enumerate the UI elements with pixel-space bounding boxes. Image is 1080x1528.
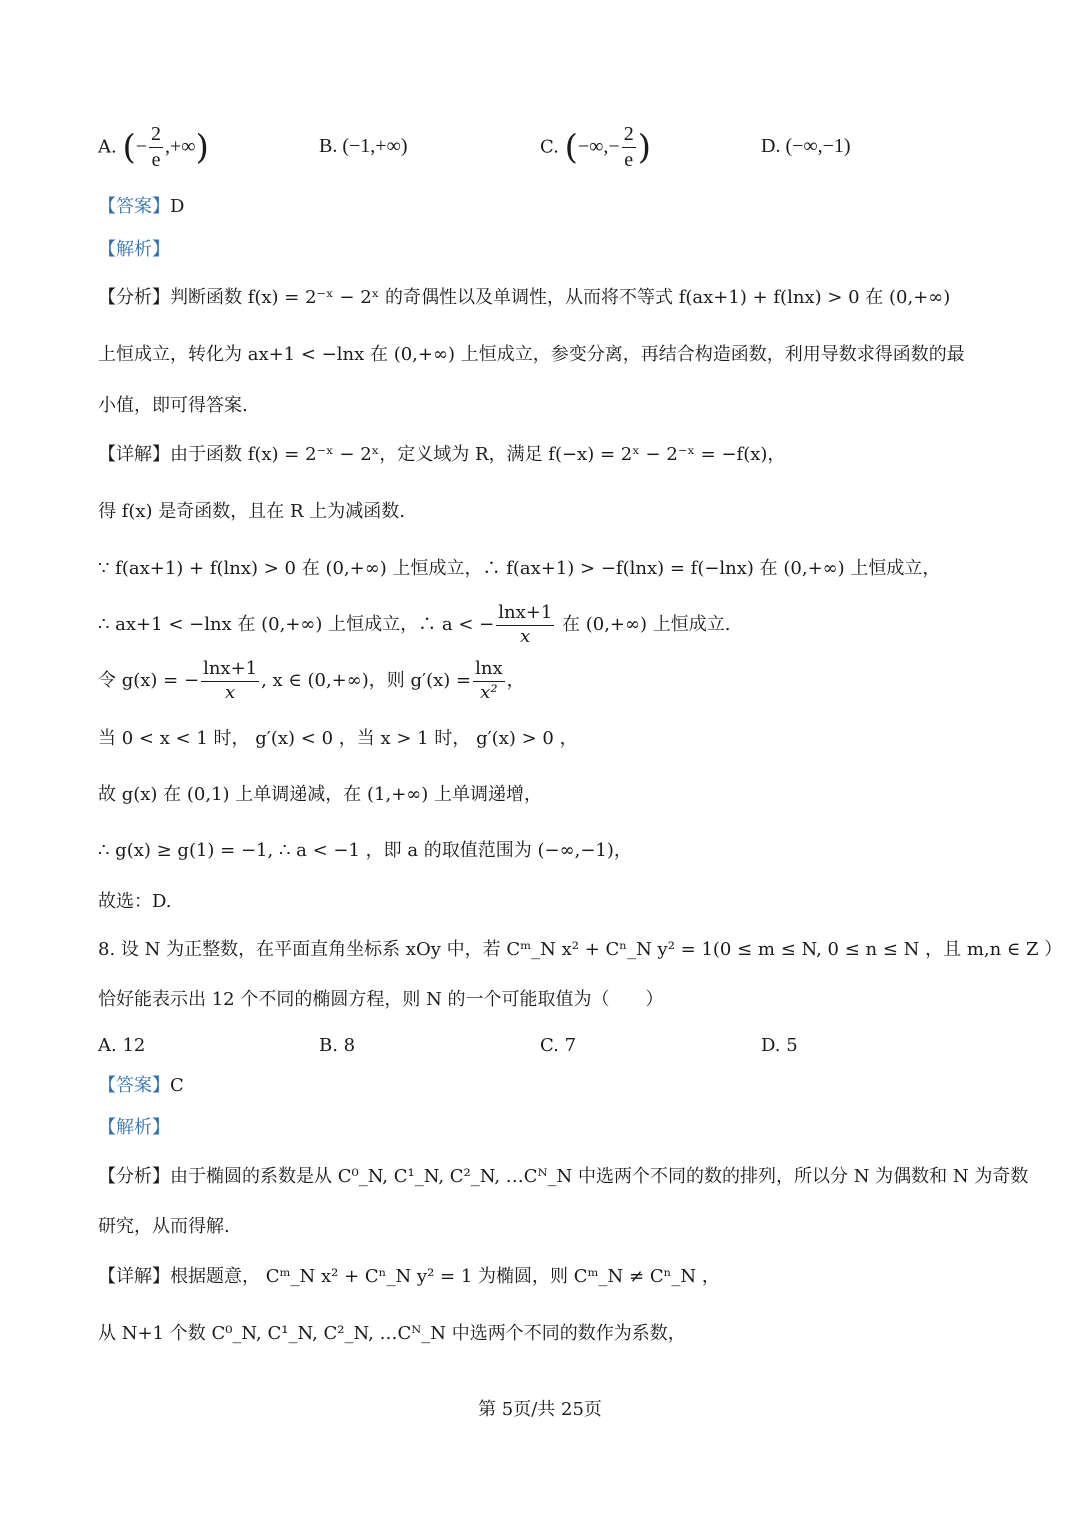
fraction [622, 122, 636, 173]
analysis-tag: 【分析】 [98, 287, 170, 308]
q7-detail-line6: 当 0 < x < 1 时， g′(x) < 0 ，当 x > 1 时， g′(x) > 0 ， [98, 728, 578, 749]
q7-detail-line4 [98, 602, 730, 648]
q7-option-c [540, 122, 651, 173]
q7-detail-line9: 故选：D. [98, 891, 172, 912]
detail-tag: 【详解】 [98, 1266, 170, 1287]
q8-option-c: C. 7 [540, 1035, 577, 1056]
answer-value: C [170, 1075, 184, 1096]
fraction [201, 658, 259, 704]
paren: ( [122, 127, 136, 168]
q7-detail-line7: 故 g(x) 在 (0,1) 上单调递减，在 (1,+∞) 上单调递增， [98, 784, 543, 805]
q7-detail-line8: ∴ g(x) ≥ g(1) = −1, ∴ a < −1 ，即 a 的取值范围为 (−∞,−1)， [98, 840, 632, 861]
fraction-num: lnx [473, 658, 505, 682]
fraction-den: x² [480, 681, 498, 703]
option-prefix: − [135, 135, 148, 158]
option-text: (−∞,−1) [785, 135, 851, 157]
option-prefix: −∞,− [577, 135, 620, 158]
fraction-den: x [225, 681, 236, 703]
fraction-den: e [624, 149, 634, 171]
fraction [496, 602, 554, 648]
q7-option-d [761, 135, 851, 158]
q8-jiexi: 【解析】 [98, 1117, 170, 1138]
q7-analysis-line2: 上恒成立，转化为 ax+1 < −lnx 在 (0,+∞) 上恒成立，参变分离，再结合构造函数，利用导数求得函数的最 [98, 344, 965, 365]
fraction-num: 2 [622, 122, 636, 148]
detail-tag: 【详解】 [98, 444, 170, 465]
q7-detail-line5 [98, 658, 525, 704]
option-label: B. [319, 135, 338, 157]
q8-detail-line1 [98, 1268, 720, 1286]
q7-detail-line2: 得 f(x) 是奇函数，且在 R 上为减函数. [98, 501, 406, 522]
option-label: C. [540, 136, 559, 158]
q7-option-a [98, 122, 209, 173]
q8-analysis-line1 [98, 1168, 1028, 1186]
detail-text: 由于函数 f(x) = 2⁻ˣ − 2ˣ，定义域为 R，满足 f(−x) = 2ˣ − 2⁻ˣ = −f(x)， [170, 444, 786, 465]
paren: ) [637, 127, 651, 168]
option-suffix: ,+∞ [165, 135, 196, 158]
q8-option-b: B. 8 [319, 1035, 356, 1056]
detail-text: 令 g(x) = − [98, 670, 200, 691]
q7-detail-line3: ∵ f(ax+1) + f(lnx) > 0 在 (0,+∞) 上恒成立，∴ f(ax+1) > −f(lnx) = f(−lnx) 在 (0,+∞) 上恒成立， [98, 558, 941, 579]
q8-analysis-line2: 研究，从而得解. [98, 1216, 230, 1237]
paren: ) [195, 127, 209, 168]
q8-option-a: A. 12 [98, 1035, 146, 1056]
detail-text: 根据题意， Cᵐ_N x² + Cⁿ_N y² = 1 为椭圆，则 Cᵐ_N ≠ Cⁿ_N ， [170, 1266, 720, 1287]
q8-stem-line1: 8. 设 N 为正整数，在平面直角坐标系 xOy 中，若 Cᵐ_N x² + Cⁿ_N y² = 1(0 ≤ m ≤ N, 0 ≤ n ≤ N ，且 m,n ∈ Z ） [98, 939, 1063, 960]
fraction-num: 2 [149, 122, 163, 148]
answer-value: D [170, 196, 185, 217]
answer-tag: 【答案】 [98, 1075, 170, 1096]
paren: ( [564, 127, 578, 168]
answer-tag: 【答案】 [98, 196, 170, 217]
detail-text: ， [506, 670, 525, 691]
q8-answer [98, 1077, 184, 1095]
detail-text: 在 (0,+∞) 上恒成立. [556, 614, 731, 635]
q7-analysis-line3: 小值，即可得答案. [98, 395, 248, 416]
option-label: A. [98, 136, 117, 158]
fraction [149, 122, 163, 173]
fraction-num: lnx+1 [201, 658, 259, 682]
fraction-den: e [151, 149, 161, 171]
q7-answer [98, 198, 184, 216]
fraction-den: x [520, 625, 531, 647]
q7-analysis-line1 [98, 289, 950, 307]
option-text: (−1,+∞) [342, 135, 408, 157]
detail-text: ∴ ax+1 < −lnx 在 (0,+∞) 上恒成立，∴ a < − [98, 614, 495, 635]
page-footer: 第 5页/共 25页 [478, 1399, 602, 1420]
q7-jiexi: 【解析】 [98, 239, 170, 260]
analysis-text: 由于椭圆的系数是从 C⁰_N, C¹_N, C²_N, …Cᴺ_N 中选两个不同的数的排列，所以分 N 为偶数和 N 为奇数 [170, 1166, 1029, 1187]
q8-detail-line2: 从 N+1 个数 C⁰_N, C¹_N, C²_N, …Cᴺ_N 中选两个不同的数作为系数， [98, 1323, 686, 1344]
fraction [473, 658, 505, 704]
detail-text: , x ∈ (0,+∞)，则 g′(x) = [261, 670, 472, 691]
q8-option-d: D. 5 [761, 1035, 798, 1056]
q7-detail-line1 [98, 446, 785, 464]
option-label: D. [761, 135, 781, 157]
fraction-num: lnx+1 [496, 602, 554, 626]
q8-stem-line2: 恰好能表示出 12 个不同的椭圆方程，则 N 的一个可能取值为（ ） [98, 989, 664, 1010]
analysis-tag: 【分析】 [98, 1166, 170, 1187]
q7-option-b [319, 135, 407, 158]
analysis-text: 判断函数 f(x) = 2⁻ˣ − 2ˣ 的奇偶性以及单调性，从而将不等式 f(ax+1) + f(lnx) > 0 在 (0,+∞) [170, 287, 951, 308]
